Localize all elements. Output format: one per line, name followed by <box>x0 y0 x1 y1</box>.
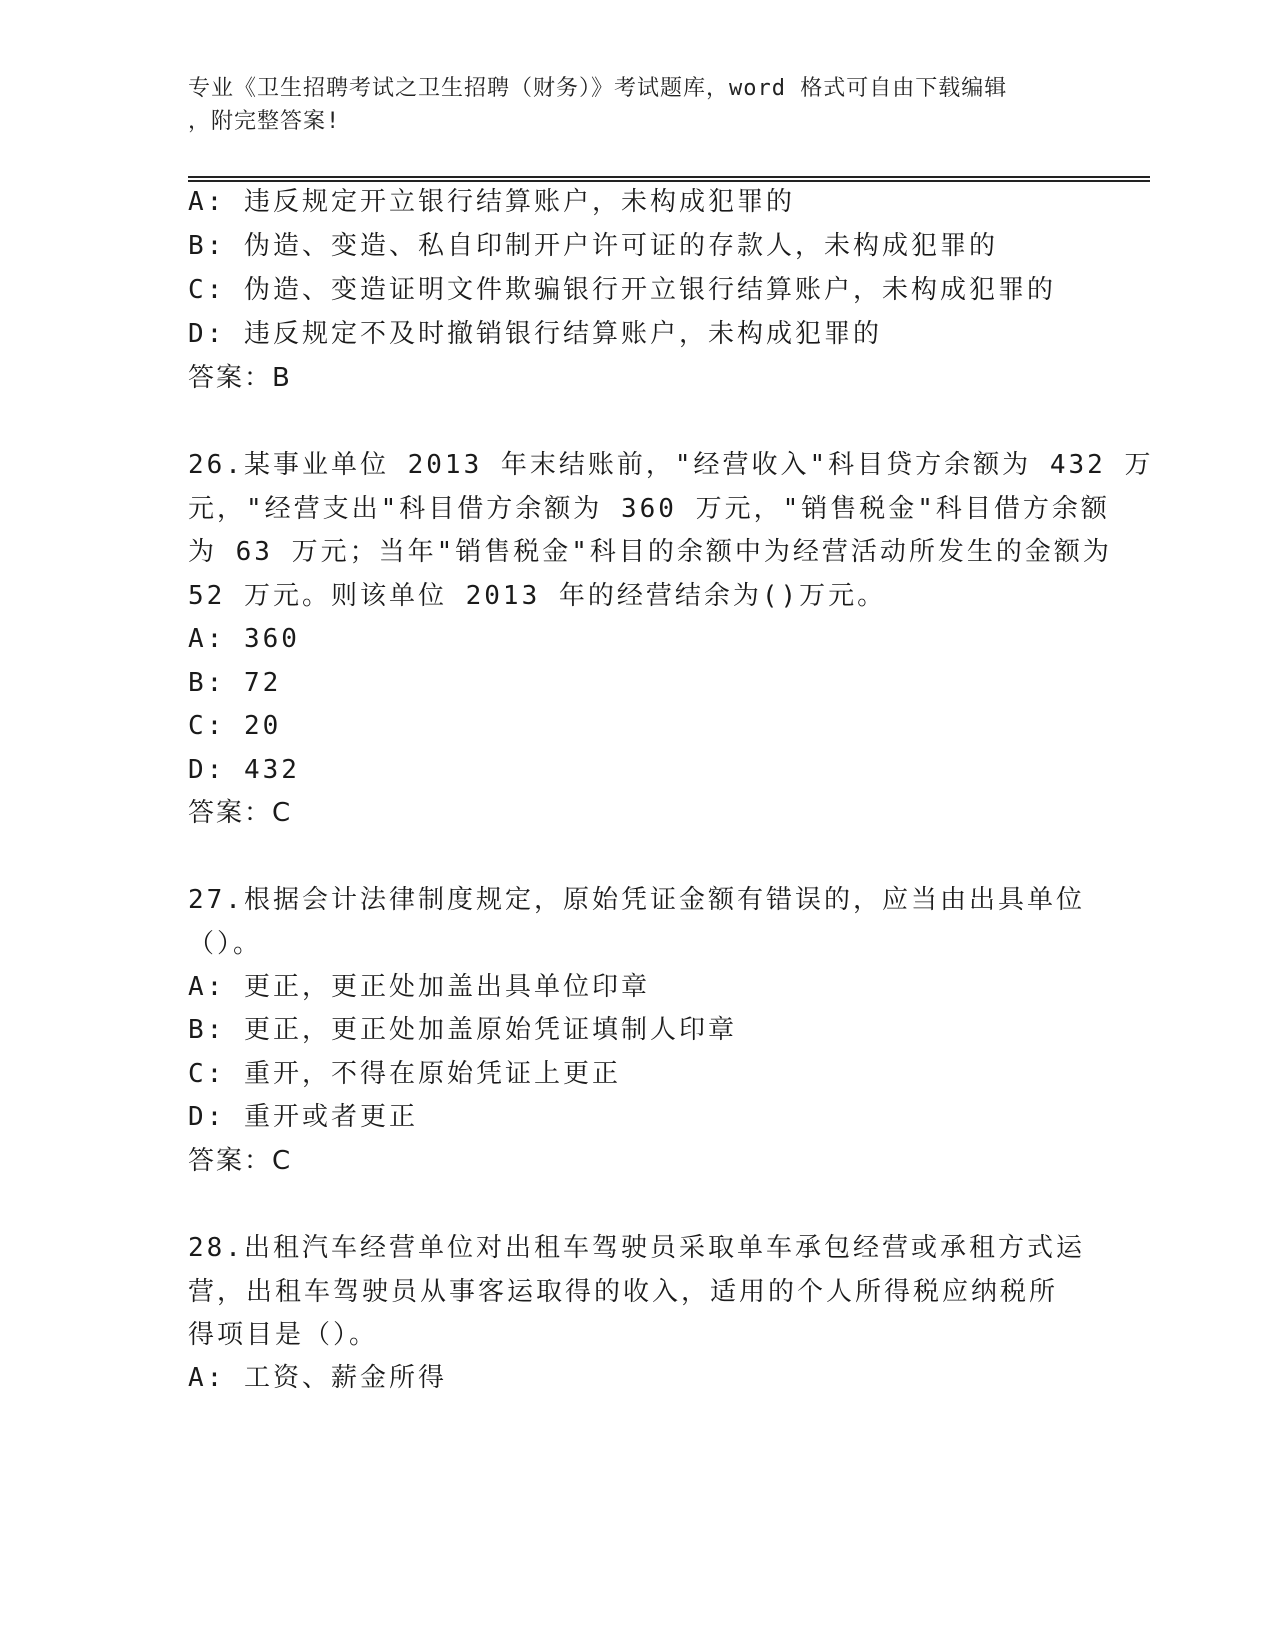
q25-option-a: A: 违反规定开立银行结算账户，未构成犯罪的 <box>188 187 795 217</box>
q27-option-a: A: 更正，更正处加盖出具单位印章 <box>188 972 650 1002</box>
q25-option-b: B: 伪造、变造、私自印制开户许可证的存款人，未构成犯罪的 <box>188 231 998 261</box>
q26-answer: 答案：C <box>188 798 293 828</box>
q27-stem-line-2: （）。 <box>188 929 263 959</box>
q25-option-c: C: 伪造、变造证明文件欺骗银行开立银行结算账户，未构成犯罪的 <box>188 275 1056 305</box>
q28-stem-line-3: 得项目是（）。 <box>188 1320 379 1350</box>
q26-option-b: B: 72 <box>188 668 282 698</box>
q25-answer: 答案：B <box>188 363 292 393</box>
q27-option-d: D: 重开或者更正 <box>188 1102 418 1132</box>
q25-option-d: D: 违反规定不及时撤销银行结算账户，未构成犯罪的 <box>188 319 882 349</box>
q26-option-c: C: 20 <box>188 711 282 741</box>
q27-answer: 答案：C <box>188 1146 293 1176</box>
q26-stem-line-4: 52 万元。则该单位 2013 年的经营结余为()万元。 <box>188 581 887 611</box>
q26-option-d: D: 432 <box>188 755 300 785</box>
q26-stem-line-3: 为 63 万元；当年"销售税金"科目的余额中为经营活动所发生的金额为 <box>188 537 1112 567</box>
header-line-1: 专业《卫生招聘考试之卫生招聘（财务）》考试题库，word 格式可自由下载编辑 <box>188 76 1008 101</box>
q27-stem-line-1: 27.根据会计法律制度规定，原始凭证金额有错误的，应当由出具单位 <box>188 885 1085 915</box>
q27-option-b: B: 更正，更正处加盖原始凭证填制人印章 <box>188 1015 737 1045</box>
q26-stem-line-1: 26.某事业单位 2013 年末结账前，"经营收入"科目贷方余额为 432 万 <box>188 450 1154 480</box>
q28-stem-line-2: 营，出租车驾驶员从事客运取得的收入，适用的个人所得税应纳税所 <box>188 1277 1059 1307</box>
q26-stem-line-2: 元，"经营支出"科目借方余额为 360 万元，"销售税金"科目借方余额 <box>188 494 1110 524</box>
q28-option-a: A: 工资、薪金所得 <box>188 1363 447 1393</box>
q28-stem-line-1: 28.出租汽车经营单位对出租车驾驶员采取单车承包经营或承租方式运 <box>188 1233 1085 1263</box>
page-header <box>188 72 1068 138</box>
q27-option-c: C: 重开，不得在原始凭证上更正 <box>188 1059 621 1089</box>
q26-option-a: A: 360 <box>188 624 300 654</box>
header-line-2: ，附完整答案! <box>188 109 341 134</box>
header-divider <box>188 176 1150 182</box>
